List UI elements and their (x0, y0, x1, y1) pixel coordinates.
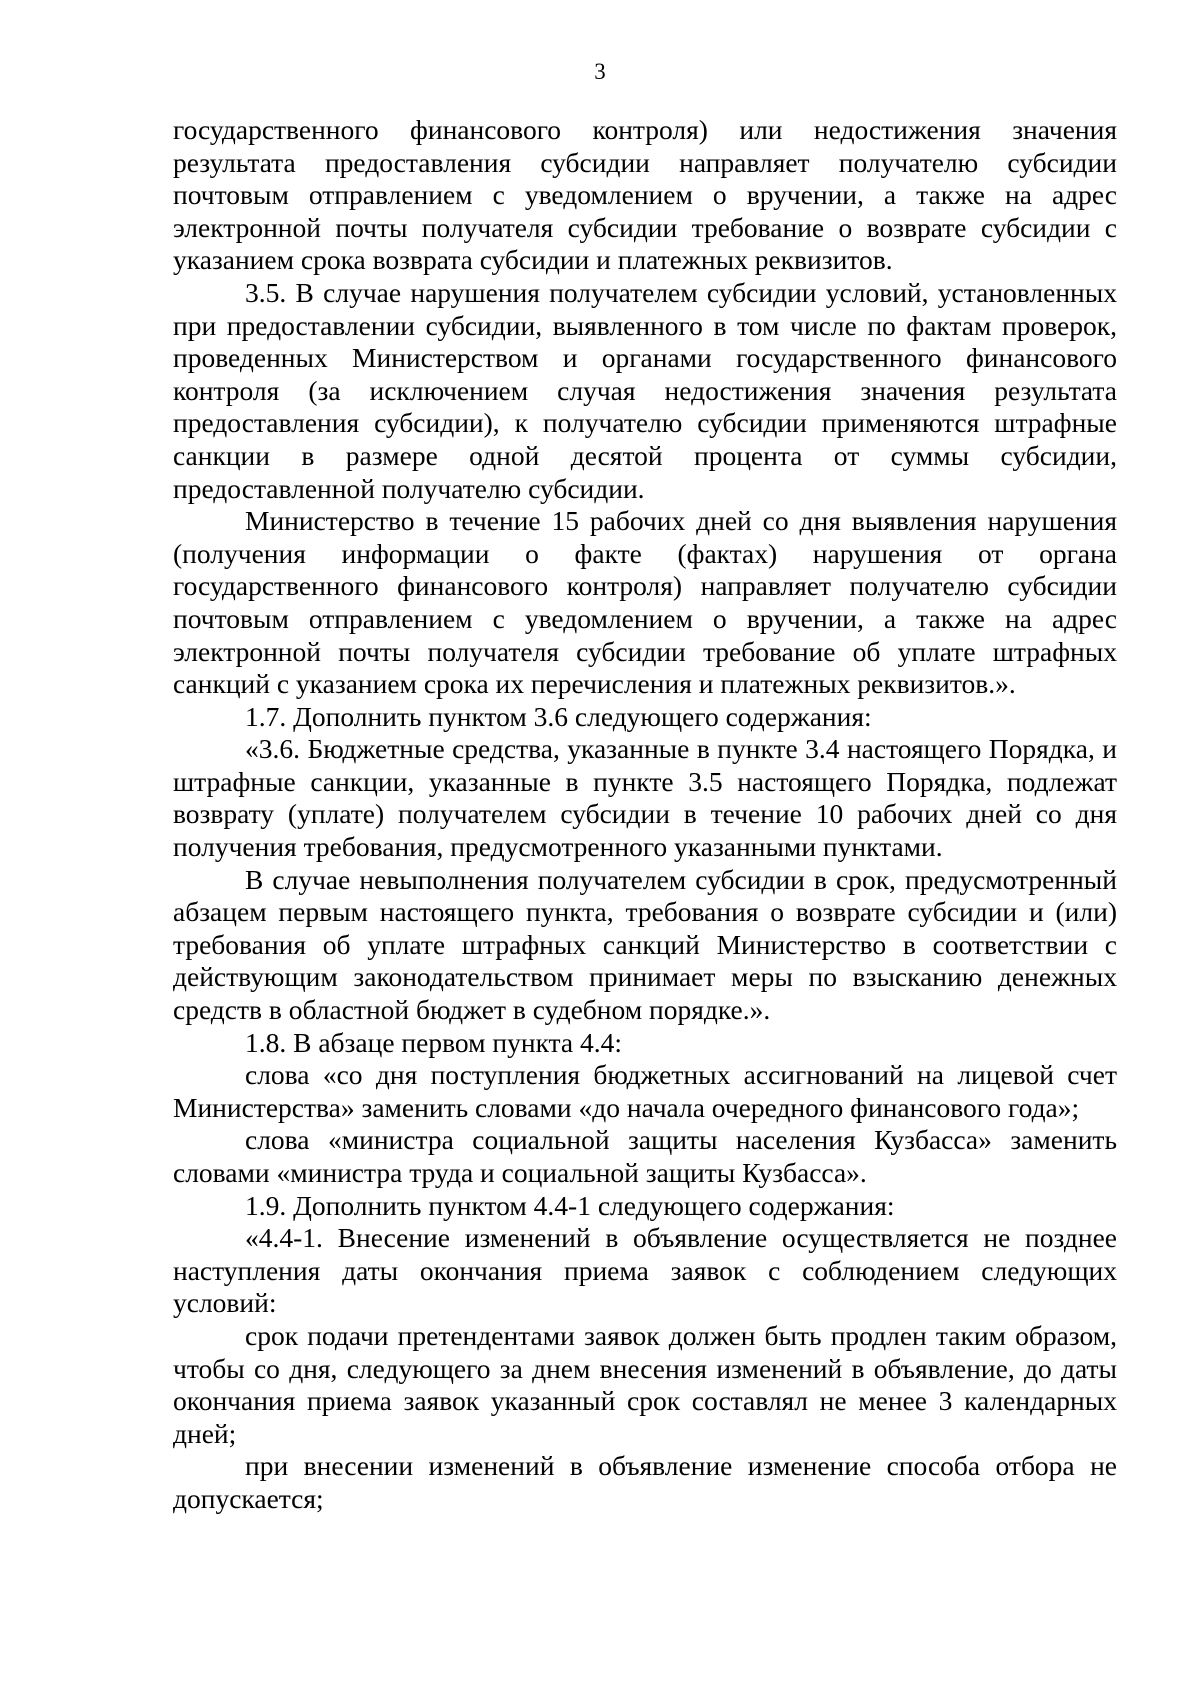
paragraph-7: 1.8. В абзаце первом пункта 4.4: (245, 1026, 623, 1058)
paragraph-4: 1.7. Дополнить пунктом 3.6 следующего содержания: (245, 700, 872, 732)
paragraph-3: Министерство в течение 15 рабочих дней со дня выявления нарушения (получения информации о факте (фактах) нарушения от органа государственного финансового контроля) направляет получателю субсидии почтовым отправлением с уведомлением о вручении, а также на адрес электронной почты получателя субсидии требование об уплате штрафных санкций с указанием срока их перечисления и платежных реквизитов.». (173, 505, 1117, 700)
paragraph-10: 1.9. Дополнить пунктом 4.4-1 следующего содержания: (245, 1189, 895, 1221)
paragraph-2: 3.5. В случае нарушения получателем субсидии условий, установленных при предоставлении субсидии, выявленного в том числе по фактам проверок, проведенных Министерством и органами государственного финансового контроля (за исключением случая недостижения значения результата предоставления субсидии), к получателю субсидии применяются штрафные санкции в размере одной десятой процента от суммы субсидии, предоставленной получателю субсидии. (173, 276, 1117, 504)
paragraph-11: «4.4-1. Внесение изменений в объявление осуществляется не позднее наступления даты окончания приема заявок с соблюдением следующих условий: (173, 1222, 1117, 1319)
paragraph-1: государственного финансового контроля) или недостижения значения результата предоставления субсидии направляет получателю субсидии почтовым отправлением с уведомлением о вручении, а также на адрес электронной почты получателя субсидии требование о возврате субсидии с указанием срока возврата субсидии и платежных реквизитов. (173, 114, 1117, 276)
paragraph-8: слова «со дня поступления бюджетных ассигнований на лицевой счет Министерства» заменить словами «до начала очередного финансового года»; (173, 1059, 1117, 1123)
paragraph-9: слова «министра социальной защиты населения Кузбасса» заменить словами «министра труда и социальной защиты Кузбасса». (173, 1124, 1117, 1188)
paragraph-6: В случае невыполнения получателем субсидии в срок, предусмотренный абзацем первым настоящего пункта, требования о возврате субсидии и (или) требования об уплате штрафных санкций Министерство в соответствии с действующим законодательством принимает меры по взысканию денежных средств в областной бюджет в судебном порядке.». (173, 863, 1117, 1026)
paragraph-12: срок подачи претендентами заявок должен быть продлен таким образом, чтобы со дня, следующего за днем внесения изменений в объявление, до даты окончания приема заявок указанный срок составлял не менее 3 календарных дней; (173, 1319, 1117, 1449)
page-number: 3 (594, 59, 606, 84)
paragraph-5: «3.6. Бюджетные средства, указанные в пункте 3.4 настоящего Порядка, и штрафные санкции, указанные в пункте 3.5 настоящего Порядка, подлежат возврату (уплате) получателем субсидии в течение 10 рабочих дней со дня получения требования, предусмотренного указанными пунктами. (173, 733, 1117, 863)
document-body (173, 114, 1117, 1516)
paragraph-13: при внесении изменений в объявление изменение способа отбора не допускается; (173, 1450, 1117, 1514)
